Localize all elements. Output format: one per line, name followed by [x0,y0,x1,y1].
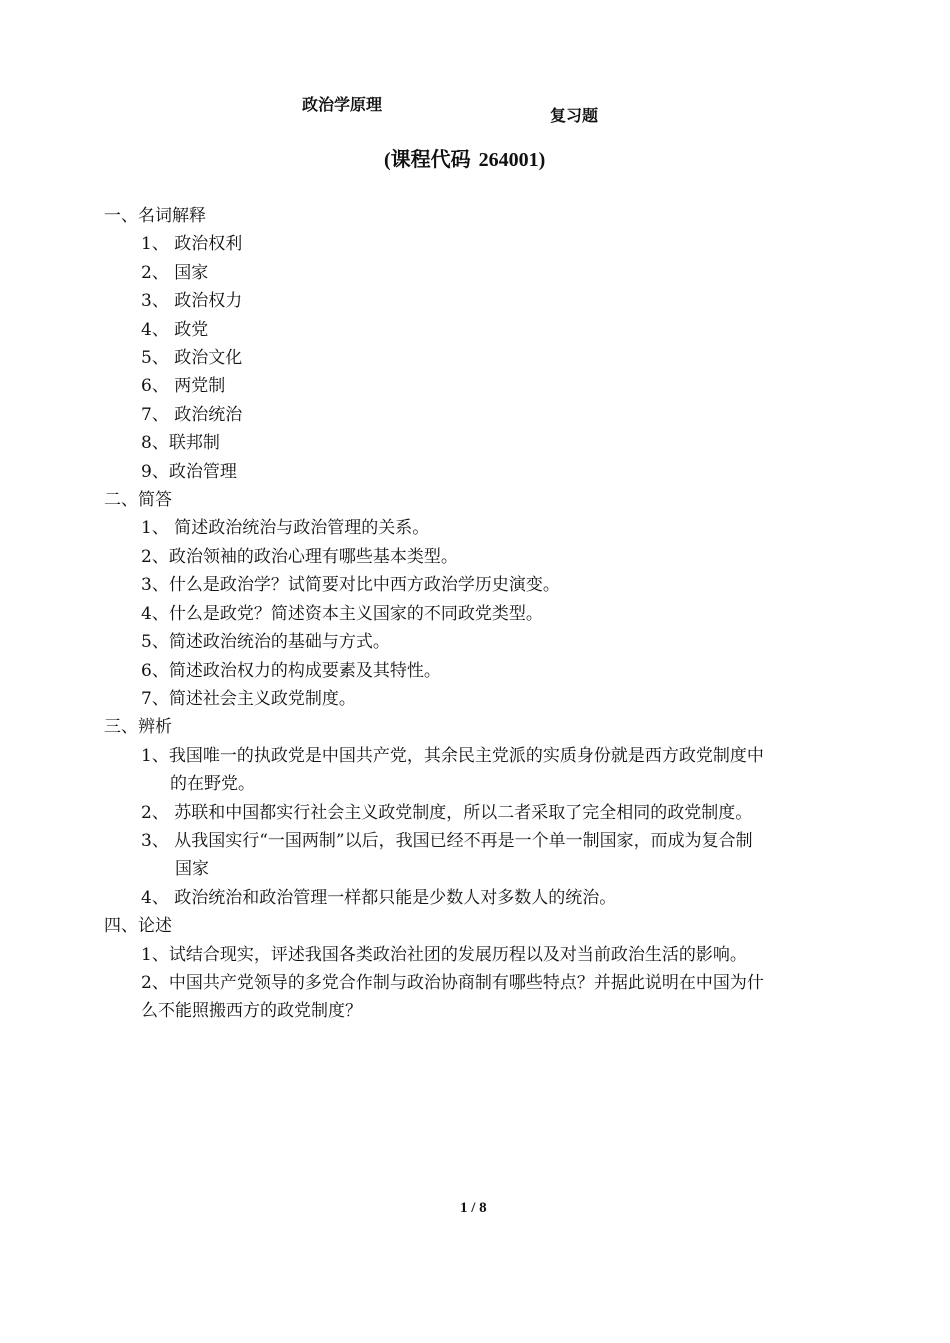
list-item: 2、 苏联和中国都实行社会主义政党制度，所以二者采取了完全相同的政党制度。 [141,802,753,823]
list-item: 6、简述政治权力的构成要素及其特性。 [141,660,441,681]
list-item: 6、 两党制 [141,376,226,397]
course-code-label: (课程代码 [384,149,471,171]
list-item: 1、试结合现实，评述我国各类政治社团的发展历程以及对当前政治生活的影响。 [141,944,747,965]
list-item: 9、政治管理 [141,461,237,482]
course-code-value: 264001) [478,149,546,171]
list-item: 8、联邦制 [141,433,220,454]
list-item: 3、 政治权力 [141,291,243,312]
question-list [0,202,950,1026]
document-subtitle: 复习题 [550,106,599,125]
section-heading: 四、论述 [104,916,172,937]
list-item: 2、 国家 [141,262,209,283]
document-title: 政治学原理 [302,95,383,114]
list-item: 7、简述社会主义政党制度。 [141,688,356,709]
list-item-continuation: 么不能照搬西方的政党制度？ [141,1001,362,1022]
list-item: 5、 政治文化 [141,348,243,369]
list-item: 4、 政治统治和政治管理一样都只能是少数人对多数人的统治。 [141,887,617,908]
section-heading: 一、名词解释 [104,206,206,226]
list-item: 3、什么是政治学？试简要对比中西方政治学历史演变。 [141,575,560,596]
section-heading: 三、辨析 [104,717,172,738]
list-item: 1、 简述政治统治与政治管理的关系。 [141,518,430,539]
list-item-continuation: 国家 [175,859,209,880]
list-item-continuation: 的在野党。 [170,774,255,795]
page-number: 1 / 8 [460,1200,487,1216]
list-item: 1、 政治权利 [141,234,243,255]
list-item: 4、 政党 [141,319,209,340]
course-code [384,143,545,172]
list-item: 3、 从我国实行“一国两制”以后，我国已经不再是一个单一制国家，而成为复合制 [141,830,753,851]
list-item: 4、什么是政党？简述资本主义国家的不同政党类型。 [141,603,543,624]
section-heading: 二、简答 [104,490,172,511]
list-item: 2、中国共产党领导的多党合作制与政治协商制有哪些特点？并据此说明在中国为什 [141,972,764,993]
list-item: 7、 政治统治 [141,404,243,425]
list-item: 1、我国唯一的执政党是中国共产党，其余民主党派的实质身份就是西方政党制度中 [141,745,764,766]
list-item: 2、政治领袖的政治心理有哪些基本类型。 [141,546,458,567]
list-item: 5、简述政治统治的基础与方式。 [141,632,390,653]
